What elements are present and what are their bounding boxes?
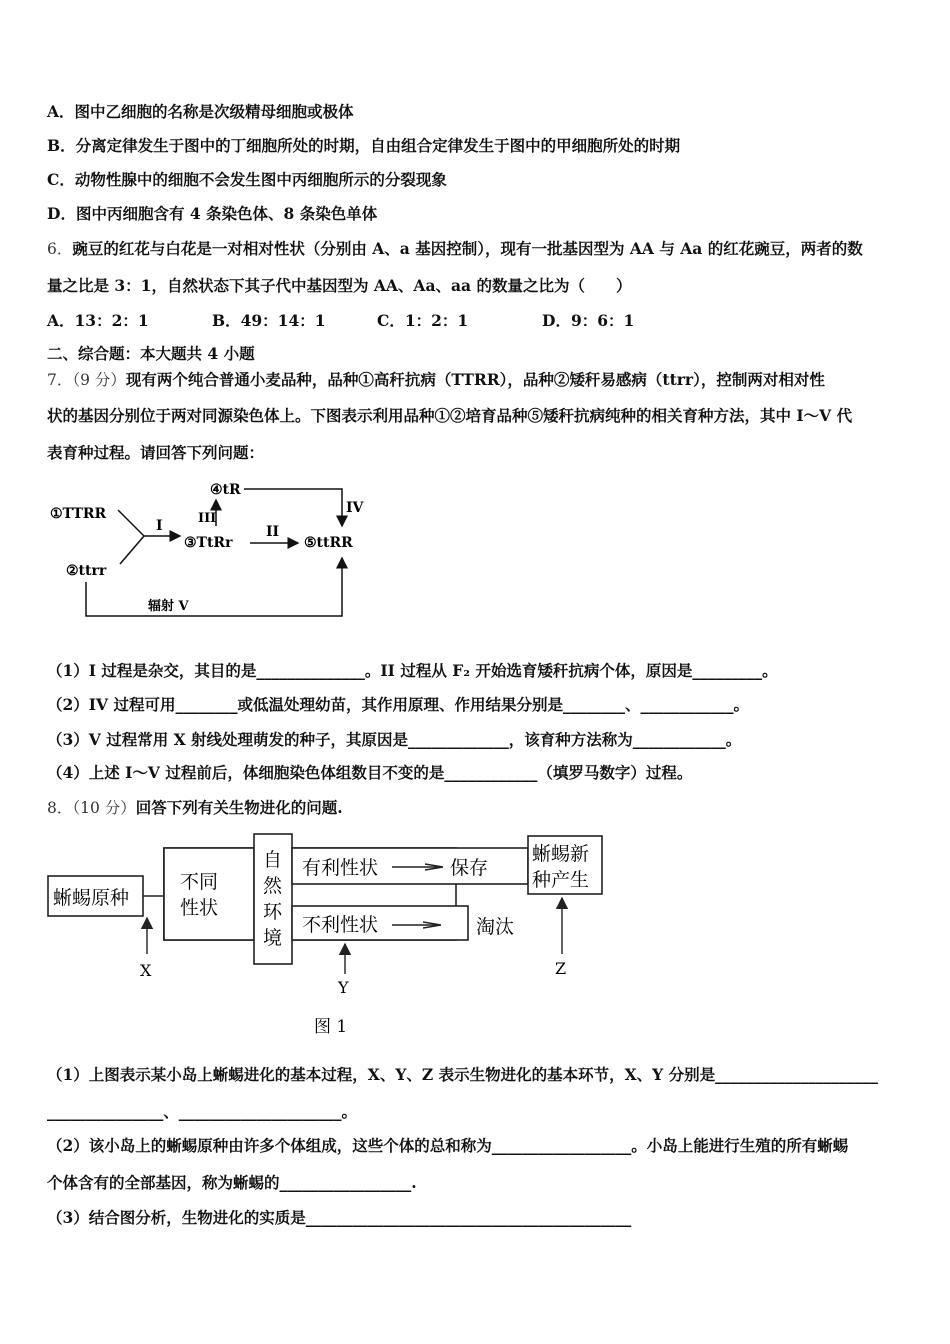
variety-5: ⑤ttRR <box>304 535 353 551</box>
label-v: 辐射 V <box>148 599 189 614</box>
arrow-v <box>86 558 342 616</box>
x-label: X <box>140 961 152 980</box>
y-label: Y <box>338 978 349 997</box>
q5-option-a: A．图中乙细胞的名称是次级精母细胞或极体 <box>47 102 354 121</box>
q7-sub4: （4）上述 I～V 过程前后，体细胞染色体组数目不变的是____________（填罗马数字）过程。 <box>47 763 693 782</box>
new-species-2: 种产生 <box>532 869 590 891</box>
q5-option-c: C．动物性腺中的细胞不会发生图中丙细胞所示的分裂现象 <box>47 170 447 189</box>
origin-label: 蜥蜴原种 <box>53 887 130 909</box>
breeding-diagram <box>44 474 384 624</box>
section-2-heading: 二、综合题：本大题共 4 小题 <box>47 344 255 363</box>
q5-option-b: B．分离定律发生于图中的丁细胞所处的时期，自由组合定律发生于图中的甲细胞所处的时期 <box>47 136 681 155</box>
figure-caption: 图 1 <box>314 1017 348 1037</box>
q7-sub3: （3）V 过程常用 X 射线处理萌发的种子，其原因是_____________，该育种方法称为____________。 <box>47 730 742 749</box>
q6-stem-1: 豌豆的红花与白花是一对相对性状（分别由 A、a 基因控制），现有一批基因型为 AA 与 Aa 的红花豌豆，两者的数 <box>72 239 863 258</box>
traits-label-1: 不同 <box>180 871 219 893</box>
q7-line3: 表育种过程。请回答下列问题： <box>47 443 265 462</box>
keep-label: 保存 <box>450 857 489 879</box>
q6-line1 <box>47 239 863 259</box>
q7-line2: 状的基因分别位于两对同源染色体上。下图表示利用品种①②培育品种⑤矮秆抗病纯种的相关育种方法，其中 I～V 代 <box>47 406 853 425</box>
q5-option-d: D．图中丙细胞含有 4 条染色体、8 条染色单体 <box>47 204 378 223</box>
q6-option-b: B．49：14：1 <box>212 311 326 330</box>
q8-number: 8．（10 分） <box>47 799 136 817</box>
q8-stem: 回答下列有关生物进化的问题. <box>135 798 343 817</box>
variety-2: ②ttrr <box>66 563 107 579</box>
q8-sub1a: （1）上图表示某小岛上蜥蜴进化的基本过程，X、Y、Z 表示生物进化的基本环节，X、Y 分别是_____________________ <box>47 1065 878 1084</box>
q7-sub2: （2）IV 过程可用________或低温处理幼苗，其作用原理、作用结果分别是________、____________。 <box>47 695 749 714</box>
label-ii: II <box>266 524 280 540</box>
env-char-1: 自 <box>263 849 283 871</box>
traits-label-2: 性状 <box>180 897 219 919</box>
q8-sub2a: （2）该小岛上的蜥蜴原种由许多个体组成，这些个体的总和称为__________________。小岛上能进行生殖的所有蜥蜴 <box>47 1136 849 1155</box>
q7-line1 <box>47 370 825 390</box>
q6-option-d: D．9：6：1 <box>542 311 635 330</box>
cross-lines <box>118 510 144 564</box>
favorable-label: 有利性状 <box>302 857 379 879</box>
q6-line2: 量之比是 3：1，自然状态下其子代中基因型为 AA、Aa、aa 的数量之比为（ ） <box>47 276 632 295</box>
q7-sub1: （1）I 过程是杂交，其目的是______________。II 过程从 F₂ 开始选育矮秆抗病个体，原因是_________。 <box>47 661 778 680</box>
q7-number: 7．（9 分） <box>47 371 126 389</box>
q6-option-c: C．1：2：1 <box>377 311 469 330</box>
env-char-4: 境 <box>263 927 283 949</box>
variety-4: ④tR <box>210 482 241 498</box>
label-iv: IV <box>346 500 364 516</box>
variety-3: ③TtRr <box>184 535 233 551</box>
env-char-3: 环 <box>263 901 283 923</box>
arrow-iv <box>244 489 342 526</box>
new-species-1: 蜥蜴新 <box>532 843 590 865</box>
q8-sub1b: _______________、_____________________。 <box>47 1102 358 1121</box>
z-label: Z <box>555 959 567 978</box>
q7-stem-1: 现有两个纯合普通小麦品种，品种①高秆抗病（TTRR），品种②矮秆易感病（ttrr），控制两对相对性 <box>125 370 825 389</box>
q6-number: 6． <box>47 240 73 258</box>
q6-option-a: A．13：2：1 <box>47 311 149 330</box>
env-char-2: 然 <box>263 875 283 897</box>
q8-sub2b: 个体含有的全部基因，称为蜥蜴的_________________. <box>47 1173 417 1192</box>
eliminate-label: 淘汰 <box>476 916 515 938</box>
q8-line1 <box>47 798 343 818</box>
unfavorable-label: 不利性状 <box>302 914 379 936</box>
evolution-diagram <box>40 826 620 1042</box>
label-i: I <box>156 518 163 534</box>
variety-1: ①TTRR <box>50 506 107 522</box>
label-iii: III <box>198 511 217 526</box>
q8-sub3: （3）结合图分析，生物进化的实质是__________________________________________ <box>47 1208 632 1227</box>
traits-box <box>164 848 254 940</box>
